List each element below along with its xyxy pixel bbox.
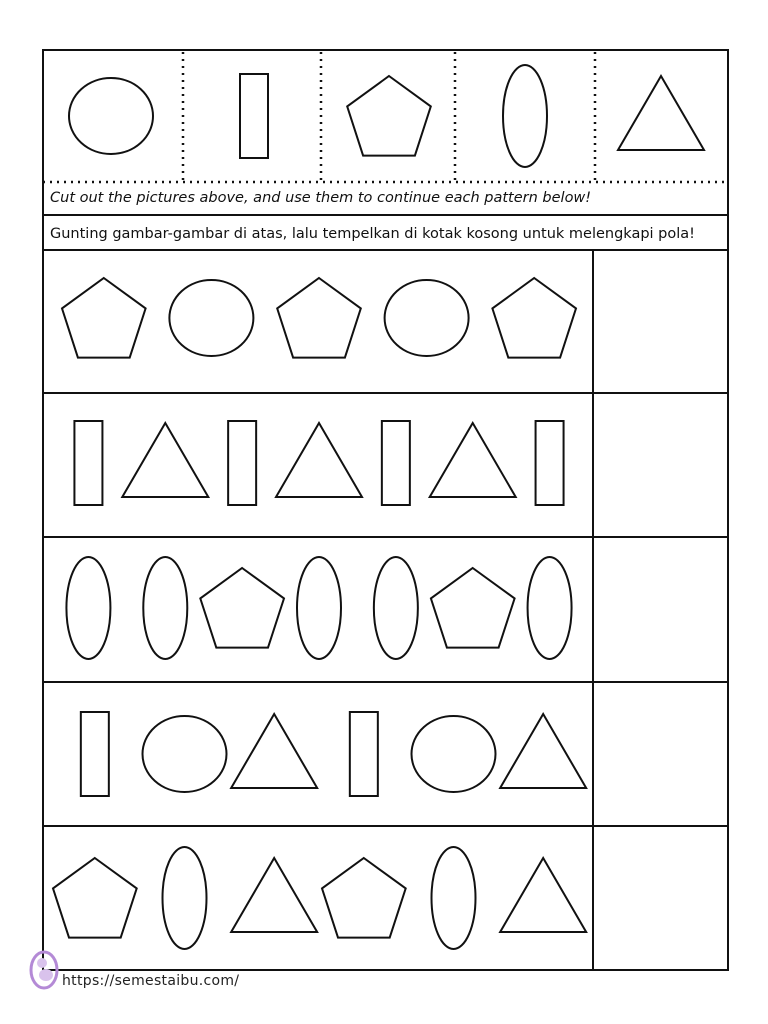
pentagon-shape: [53, 858, 137, 938]
pentagon-shape: [347, 76, 431, 156]
circle-shape: [385, 280, 469, 356]
rectangle-shape: [81, 712, 109, 796]
triangle-shape: [618, 76, 704, 150]
triangle-shape: [500, 858, 586, 932]
semestaibu-logo-icon: [28, 948, 60, 992]
instruction-indonesian: Gunting gambar-gambar di atas, lalu tempelkan di kotak kosong untuk melengkapi pola!: [50, 226, 695, 242]
circle-shape: [143, 716, 227, 792]
rectangle-shape: [240, 74, 268, 158]
rectangle-shape: [382, 421, 410, 505]
footer-url-link[interactable]: https://semestaibu.com/: [62, 973, 240, 989]
pentagon-shape: [277, 278, 361, 358]
instruction-english: Cut out the pictures above, and use them to continue each pattern below!: [50, 190, 592, 206]
ellipse-shape: [66, 557, 110, 659]
worksheet-border: [43, 50, 728, 970]
pentagon-shape: [322, 858, 406, 938]
ellipse-shape: [432, 847, 476, 949]
triangle-shape: [276, 423, 362, 497]
triangle-shape: [430, 423, 516, 497]
pentagon-shape: [62, 278, 146, 358]
ellipse-shape: [374, 557, 418, 659]
circle-shape: [169, 280, 253, 356]
answer-box-1[interactable]: [594, 251, 727, 392]
pentagon-shape: [431, 568, 515, 648]
answer-box-5[interactable]: [594, 827, 727, 969]
ellipse-shape: [143, 557, 187, 659]
ellipse-shape: [503, 65, 547, 167]
triangle-shape: [231, 858, 317, 932]
answer-box-2[interactable]: [594, 394, 727, 536]
answer-box-3[interactable]: [594, 538, 727, 681]
rectangle-shape: [536, 421, 564, 505]
rectangle-shape: [228, 421, 256, 505]
rectangle-shape: [350, 712, 378, 796]
triangle-shape: [231, 714, 317, 788]
pentagon-shape: [492, 278, 576, 358]
circle-shape: [412, 716, 496, 792]
circle-shape: [69, 78, 153, 154]
triangle-shape: [500, 714, 586, 788]
cut-lines: [43, 52, 728, 182]
rectangle-shape: [74, 421, 102, 505]
answer-box-4[interactable]: [594, 683, 727, 825]
ellipse-shape: [163, 847, 207, 949]
triangle-shape: [122, 423, 208, 497]
ellipse-shape: [528, 557, 572, 659]
ellipse-shape: [297, 557, 341, 659]
pentagon-shape: [200, 568, 284, 648]
